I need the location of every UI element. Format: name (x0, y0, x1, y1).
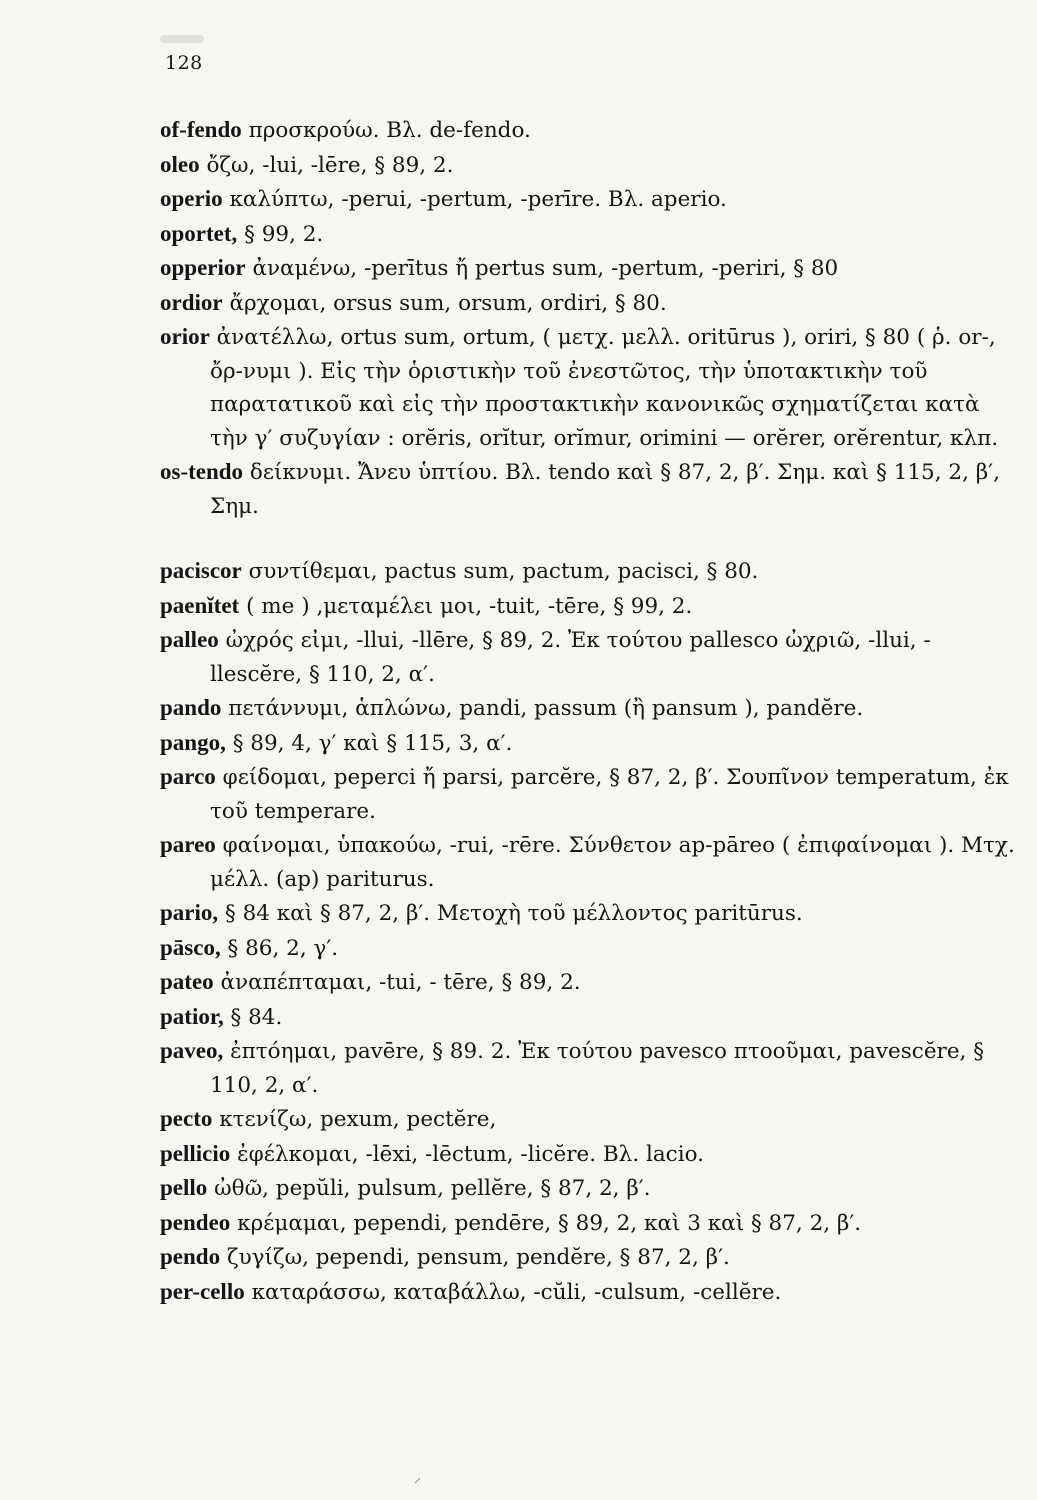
definition: ὠθῶ, pepŭli, pulsum, pellĕre, § 87, 2, β′. (214, 1176, 651, 1201)
definition: δείκνυμι. Ἄνευ ὑπτίου. Βλ. tendo καὶ § 87, 2, β′. Σημ. καὶ § 115, 2, β′, Σημ. (210, 460, 1000, 519)
headword: pello (160, 1175, 208, 1200)
headword: pario, (160, 900, 219, 925)
entry-paveo (160, 1034, 1020, 1102)
headword: parco (160, 764, 216, 789)
definition: ἀναμένω, -perītus ἤ pertus sum, -pertum, -periri, § 80 (252, 256, 839, 281)
dictionary-entries (160, 113, 1020, 1309)
print-smudge (160, 35, 204, 43)
headword: pendeo (160, 1209, 231, 1235)
definition: ὄζω, -lui, -lēre, § 89, 2. (206, 152, 454, 178)
definition: ζυγίζω, pependi, pensum, pendĕre, § 87, 2, β′. (226, 1245, 730, 1270)
definition: καλύπτω, -perui, -pertum, -perīre. Βλ. aperio. (229, 187, 727, 212)
entry-pareo (160, 828, 1020, 896)
definition: ἐπτόημαι, pavēre, § 89. 2. Ἐκ τούτου pavesco πτοοῦμαι, pavescĕre, § 110, 2, α′. (210, 1039, 984, 1098)
entry-pario (160, 896, 1020, 931)
headword: pendo (160, 1244, 221, 1269)
definition: ἀνατέλλω, ortus sum, ortum, ( μετχ. μελλ. oritūrus ), oriri, § 80 ( ῥ. or-, ὄρ-νυμι ). Εἰς τὴν ὁριστικὴν τοῦ ἐνεστῶτος, τὴν ὑποτακτικὴν τοῦ παρατατικοῦ καὶ εἰς τὴν προστακτικὴν κανονικῶς σχηματίζεται κατὰ τὴν γ′ συζυγίαν : orĕris, orĭtur, orĭmur, orimini — orĕrer, orĕrentur, κλπ. (210, 325, 999, 451)
definition: πετάννυμι, ἁπλώνω, pandi, passum (ἢ pansum ), pandĕre. (228, 696, 864, 721)
entry-pendeo (160, 1206, 1020, 1241)
headword: palleo (160, 627, 219, 652)
definition: καταράσσω, καταβάλλω, -cŭli, -culsum, -cellĕre. (251, 1279, 782, 1305)
headword: ordior (160, 289, 223, 315)
headword: oleo (160, 151, 200, 177)
entry-oleo (160, 148, 1020, 183)
headword: per-cello (160, 1278, 245, 1304)
entry-pello (160, 1171, 1020, 1206)
entry-parco (160, 760, 1020, 828)
page-number: 128 (165, 52, 203, 74)
entry-patior (160, 1000, 1020, 1035)
headword: of-fendo (160, 117, 242, 142)
definition: ἐφέλκομαι, -lēxi, -lēctum, -licĕre. Βλ. lacio. (237, 1141, 704, 1167)
headword: pando (160, 695, 222, 720)
entry-opperior (160, 251, 1020, 286)
definition: συντίθεμαι, pactus sum, pactum, pacisci, § 80. (248, 559, 759, 584)
entry-palleo (160, 623, 1020, 691)
entry-paenitet (160, 589, 1020, 624)
definition: φαίνομαι, ὑπακούω, -rui, -rēre. Σύνθετον ap-pāreo ( ἐπιφαίνομαι ). Μτχ. μέλλ. (ap) pariturus. (210, 833, 1015, 892)
headword: pellicio (160, 1140, 231, 1166)
headword: pāsco, (160, 934, 221, 960)
headword: pateo (160, 969, 214, 994)
definition: § 84. (230, 1004, 283, 1030)
definition: § 86, 2, γ′. (227, 935, 339, 961)
definition: ἀναπέπταμαι, -tui, - tēre, § 89, 2. (220, 970, 581, 995)
headword: operio (160, 186, 223, 211)
definition: § 84 καὶ § 87, 2, β′. Μετοχὴ τοῦ μέλλοντος paritūrus. (224, 901, 803, 926)
entry-orior (160, 320, 1020, 455)
entry-pellicio (160, 1137, 1020, 1172)
headword: opperior (160, 255, 246, 280)
definition: ἄρχομαι, orsus sum, orsum, ordiri, § 80. (229, 290, 667, 316)
entry-ordior (160, 286, 1020, 321)
entry-oportet (160, 217, 1020, 252)
headword: paciscor (160, 558, 242, 583)
entry-pateo (160, 965, 1020, 1000)
ink-mark: ⸍ (414, 1476, 421, 1492)
headword: patior, (160, 1003, 224, 1029)
entry-pango (160, 726, 1020, 761)
entry-paciscor (160, 554, 1020, 589)
definition: ὠχρός εἰμι, -llui, -llēre, § 89, 2. Ἐκ τούτου pallesco ὠχριῶ, -llui, -llescĕre, § 110, 2, α′. (210, 628, 931, 687)
entry-pando (160, 691, 1020, 726)
definition: φείδομαι, peperci ἤ parsi, parcĕre, § 87, 2, β′. Σουπῖνον temperatum, ἐκ τοῦ temperare. (210, 765, 1009, 824)
entry-of-fendo (160, 113, 1020, 148)
definition: § 89, 4, γ′ καὶ § 115, 3, α′. (232, 730, 513, 756)
headword: orior (160, 324, 210, 349)
definition: προσκρούω. Βλ. de-fendo. (248, 118, 531, 143)
headword: oportet, (160, 220, 238, 246)
definition: § 99, 2. (244, 221, 324, 247)
headword: pecto (160, 1106, 213, 1131)
headword: paenĭtet (160, 592, 240, 618)
entry-pecto (160, 1102, 1020, 1137)
entry-operio (160, 182, 1020, 217)
entry-pasco (160, 931, 1020, 966)
headword: pango, (160, 729, 226, 755)
headword: pareo (160, 832, 216, 857)
entry-pendo (160, 1240, 1020, 1275)
entry-per-cello (160, 1275, 1020, 1310)
entry-os-tendo (160, 455, 1020, 523)
headword: paveo, (160, 1038, 224, 1063)
definition: κτενίζω, pexum, pectĕre, (219, 1107, 497, 1132)
definition: ( me ) ,μεταμέλει μοι, -tuit, -tēre, § 99, 2. (246, 593, 693, 619)
headword: os-tendo (160, 459, 244, 484)
definition: κρέμαμαι, pependi, pendēre, § 89, 2, καὶ 3 καὶ § 87, 2, β′. (237, 1210, 862, 1236)
